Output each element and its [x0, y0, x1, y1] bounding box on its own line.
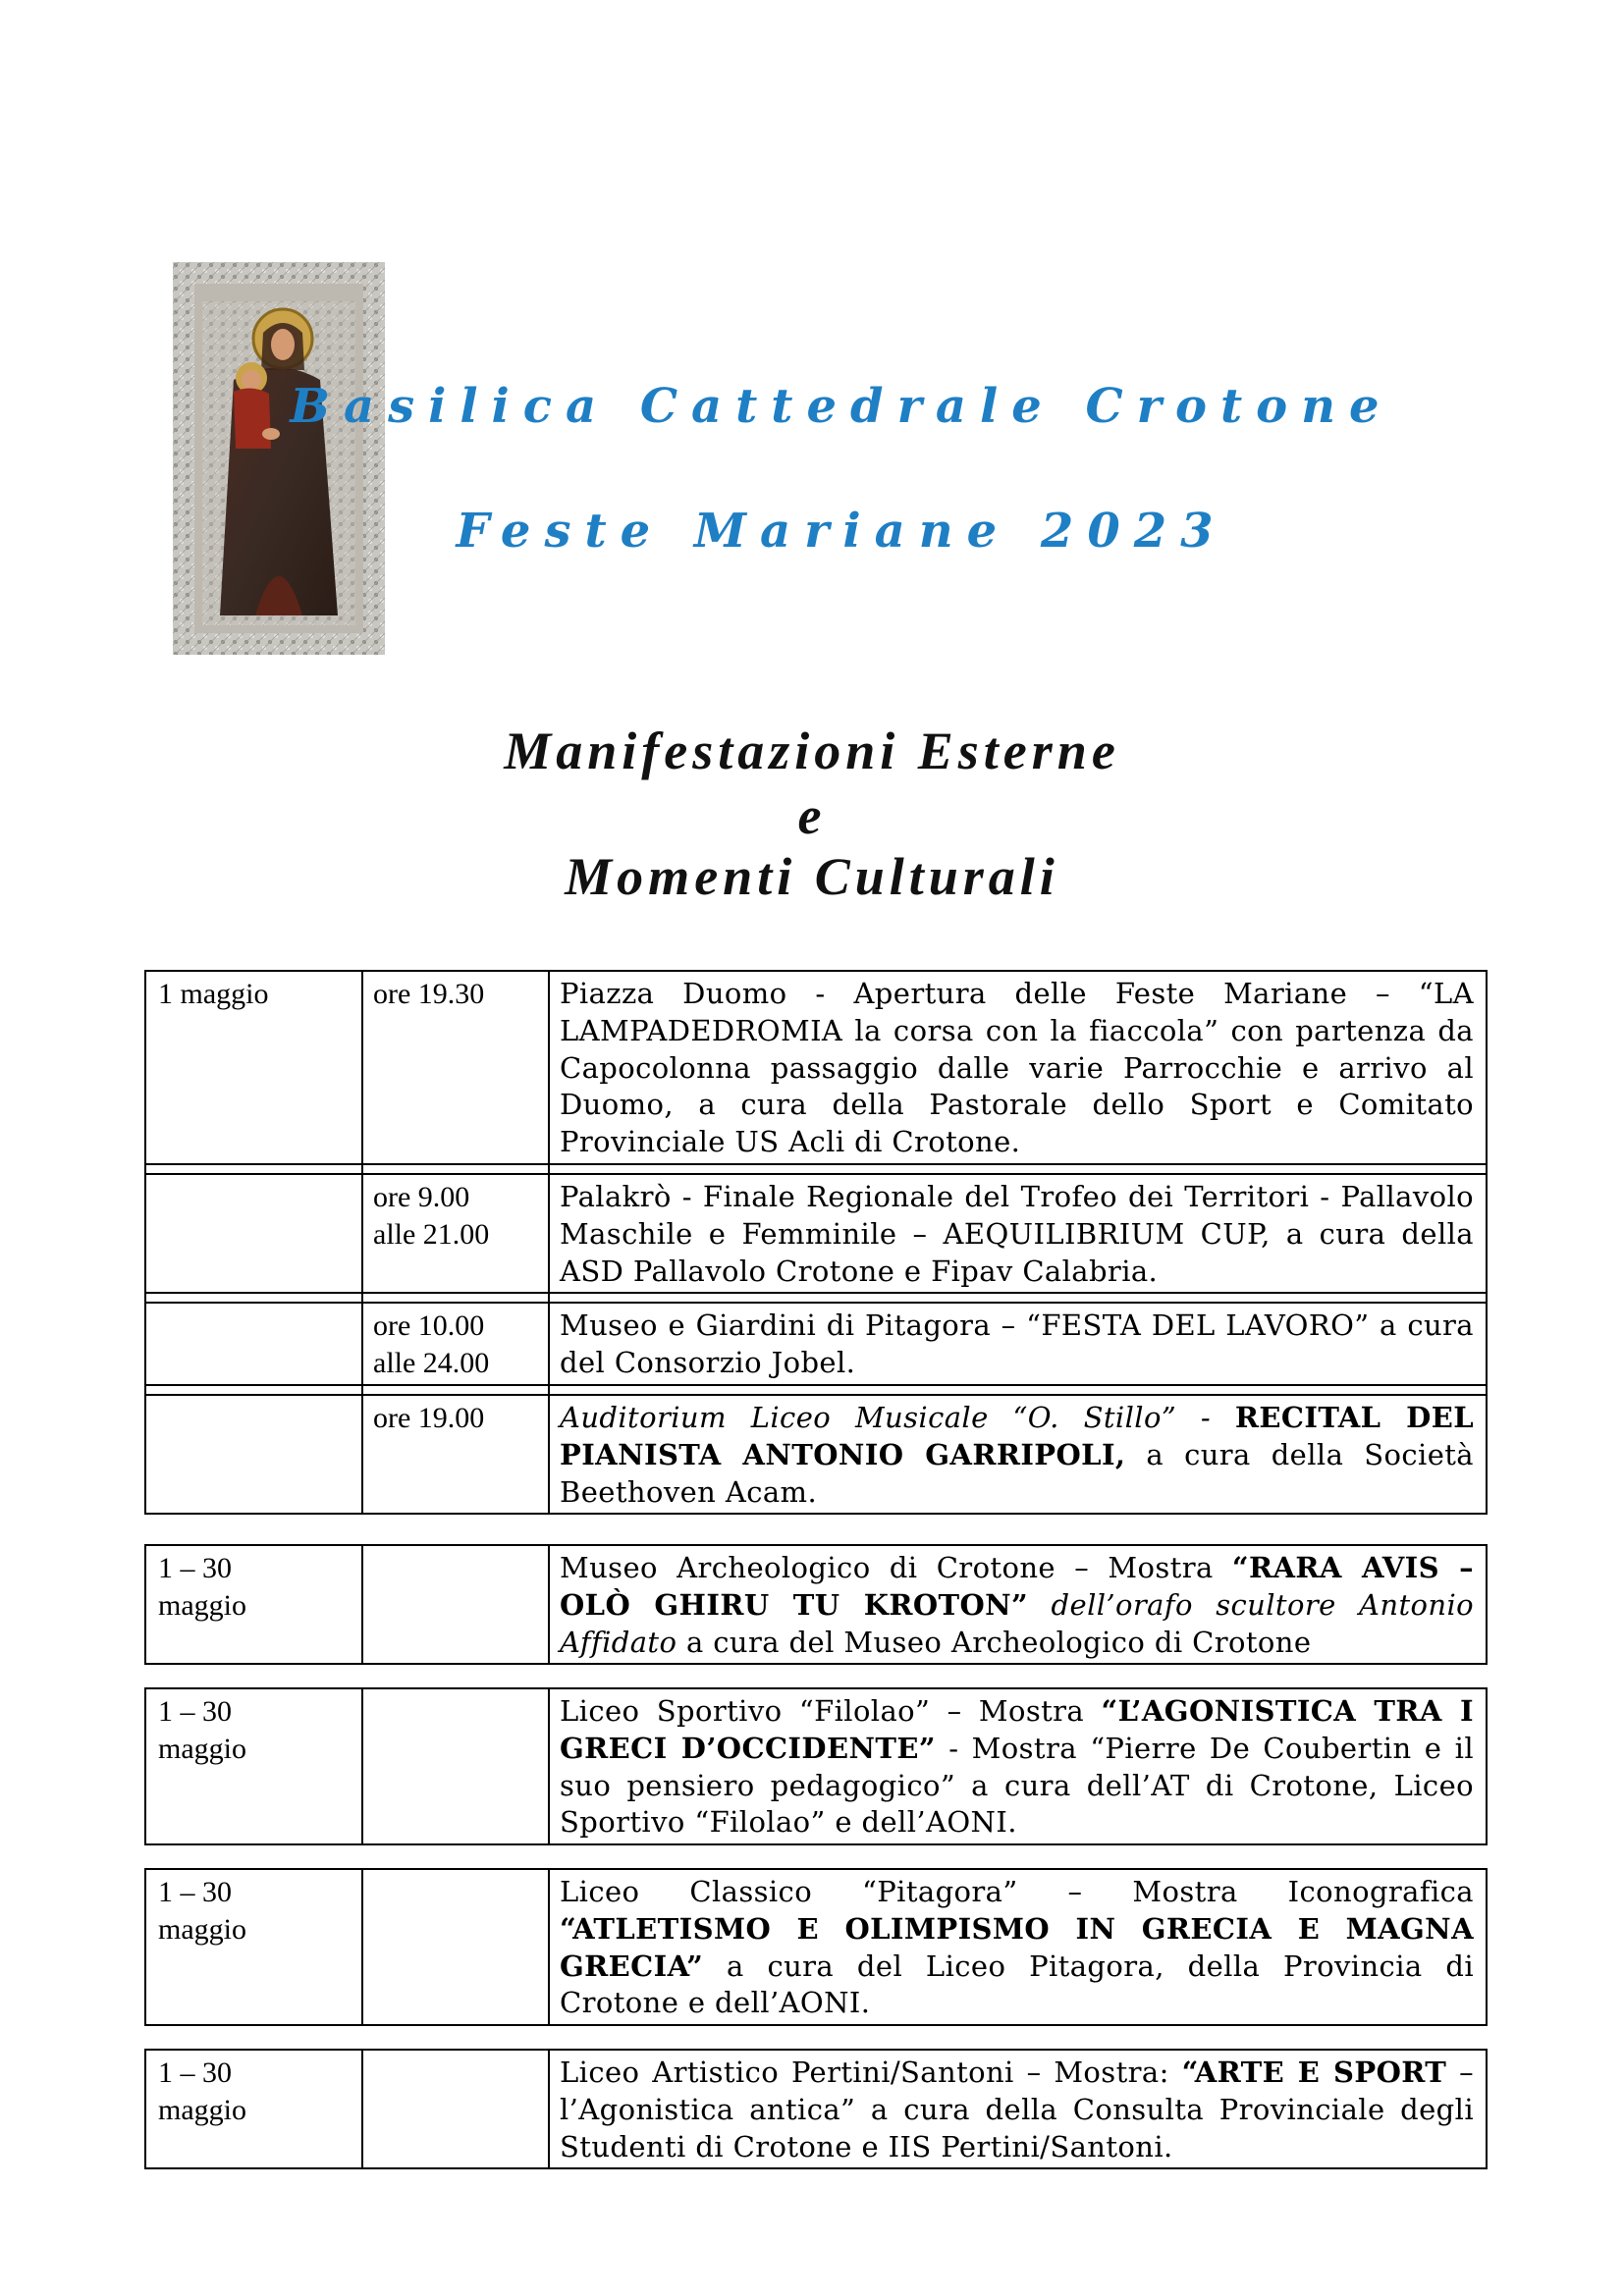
table-row — [145, 1174, 1487, 1293]
event-description: Liceo Classico “Pitagora” – Mostra Iconografica “ATLETISMO E OLIMPISMO IN GRECIA E MAGNA GRECIA” a cura del Liceo Pitagora, della Provincia di Crotone e dell’AONI. — [549, 1869, 1487, 2025]
event-time — [362, 1869, 549, 2025]
event-date: 1 – 30 maggio — [145, 2050, 362, 2168]
event-date — [145, 1303, 362, 1385]
event-description: Liceo Artistico Pertini/Santoni – Mostra: “ARTE E SPORT – l’Agonistica antica” a cura della Consulta Provinciale degli Studenti di Crotone e IIS Pertini/Santoni. — [549, 2050, 1487, 2168]
event-time — [362, 1545, 549, 1664]
event-description: Museo Archeologico di Crotone – Mostra “RARA AVIS – OLÒ GHIRU TU KROTON” dell’orafo scultore Antonio Affidato a cura del Museo Archeologico di Crotone — [549, 1545, 1487, 1664]
exhibition-table-4 — [144, 2049, 1488, 2169]
exhibition-title: “ATLETISMO E OLIMPISMO IN GRECIA E MAGNA GRECIA” — [560, 1911, 1474, 1983]
section-title-line3: Momenti Culturali — [565, 847, 1059, 906]
table-row — [145, 971, 1487, 1164]
event-description: Liceo Sportivo “Filolao” – Mostra “L’AGONISTICA TRA I GRECI D’OCCIDENTE” - Mostra “Pierre De Coubertin e il suo pensiero pedagogico” a cura dell’AT di Crotone, Liceo Sportivo “Filolao” e dell’AONI. — [549, 1688, 1487, 1844]
church-title: Basilica Cattedrale Crotone — [290, 379, 1393, 434]
exhibition-title: “L’AGONISTICA TRA I GRECI D’OCCIDENTE” — [560, 1694, 1474, 1765]
exhibition-title: “ARTE E SPORT — [1181, 2056, 1447, 2089]
event-series-title: Feste Mariane 2023 — [456, 504, 1227, 559]
event-time: ore 19.30 — [362, 971, 549, 1164]
section-title-line2: e — [797, 786, 827, 845]
section-title-line1: Manifestazioni Esterne — [504, 721, 1120, 780]
madonna-icon-image — [173, 262, 385, 655]
event-time — [362, 1688, 549, 1844]
event-time — [362, 2050, 549, 2168]
event-description: Museo e Giardini di Pitagora – “FESTA DEL LAVORO” a cura del Consorzio Jobel. — [549, 1303, 1487, 1385]
exhibition-title: “RARA AVIS – OLÒ GHIRU TU KROTON” — [560, 1551, 1474, 1622]
table-row — [145, 1688, 1487, 1844]
exhibition-table-2 — [144, 1687, 1488, 1845]
table-row — [145, 1303, 1487, 1385]
table-row — [145, 1395, 1487, 1514]
table-row — [145, 2050, 1487, 2168]
event-venue: Auditorium Liceo Musicale “O. Stillo” - — [560, 1400, 1235, 1434]
event-time: ore 9.00 alle 21.00 — [362, 1174, 549, 1293]
event-organizer: a cura della Società Beethoven Acam. — [560, 1437, 1475, 1509]
event-date: 1 – 30 maggio — [145, 1869, 362, 2025]
event-description: Palakrò - Finale Regionale del Trofeo dei Territori - Pallavolo Maschile e Femminile – AEQUILIBRIUM CUP, a cura della ASD Pallavolo Crotone e Fipav Calabria. — [549, 1174, 1487, 1293]
event-date: 1 – 30 maggio — [145, 1545, 362, 1664]
table-row — [145, 1869, 1487, 2025]
exhibition-table-1 — [144, 1544, 1488, 1665]
events-table-may1 — [144, 970, 1488, 1515]
event-date — [145, 1395, 362, 1514]
event-description — [549, 1395, 1487, 1514]
table-row — [145, 1545, 1487, 1664]
event-description: Piazza Duomo - Apertura delle Feste Mariane – “LA LAMPADEDROMIA la corsa con la fiaccola” con partenza da Capocolonna passaggio dalle varie Parrocchie e arrivo al Duomo, a cura della Pastorale dello Sport e Comitato Provinciale US Acli di Crotone. — [549, 971, 1487, 1164]
event-time: ore 10.00 alle 24.00 — [362, 1303, 549, 1385]
madonna-icon — [173, 262, 385, 655]
event-date: 1 – 30 maggio — [145, 1688, 362, 1844]
exhibition-table-3 — [144, 1868, 1488, 2026]
event-time: ore 19.00 — [362, 1395, 549, 1514]
event-highlight: RECITAL DEL PIANISTA ANTONIO GARRIPOLI, — [560, 1400, 1474, 1471]
event-date: 1 maggio — [145, 971, 362, 1164]
event-date — [145, 1174, 362, 1293]
